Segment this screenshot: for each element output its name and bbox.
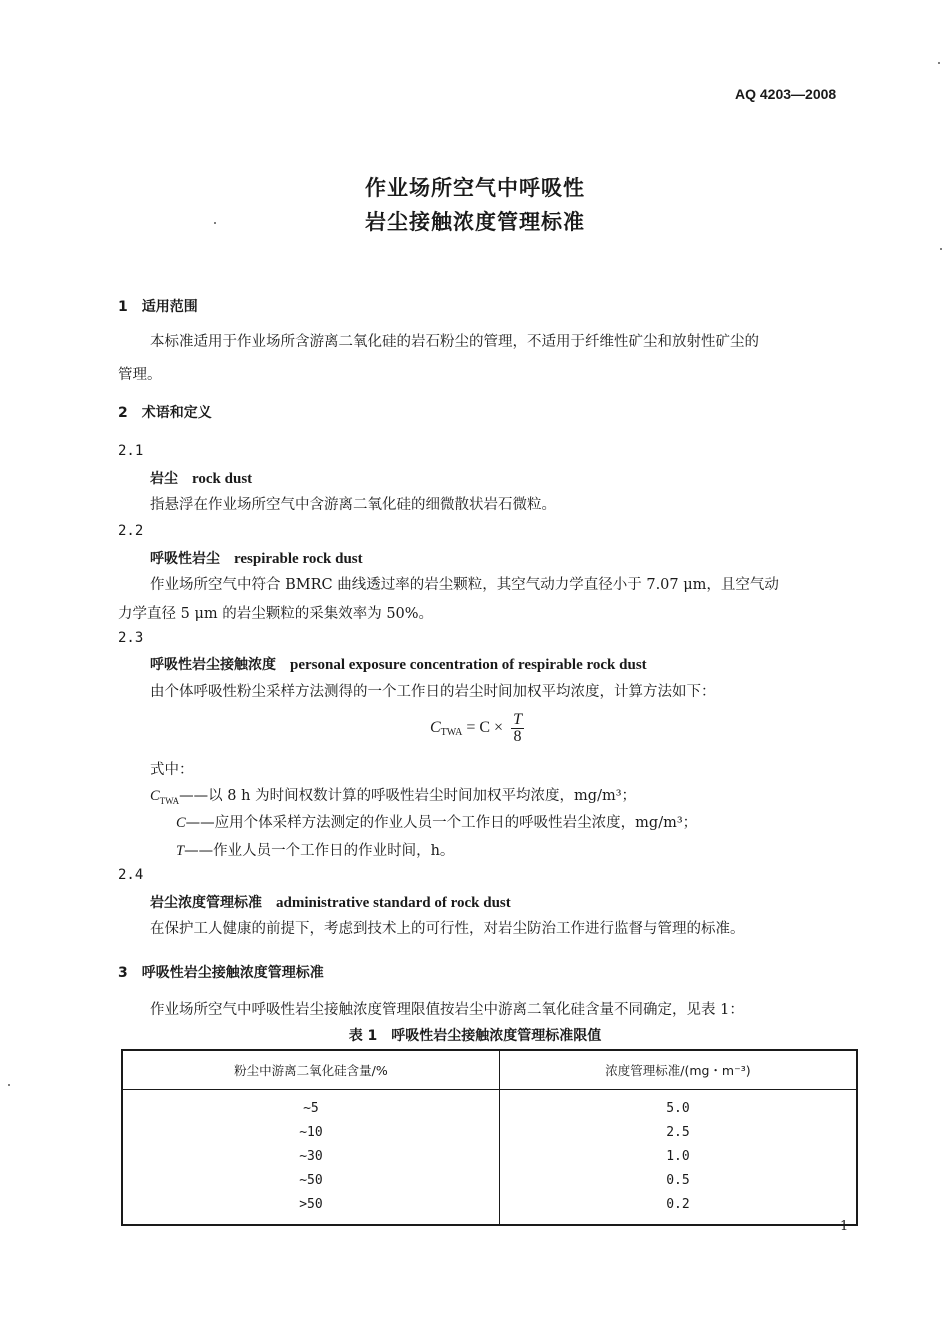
formula-numerator: T [513, 711, 522, 728]
clause-2-1-number: 2.1 [118, 443, 144, 459]
clause-2-3-definition: 由个体呼吸性粉尘采样方法测得的一个工作日的岩尘时间加权平均浓度，计算方法如下： [150, 684, 716, 700]
variable-c [176, 811, 697, 832]
variable-description: ——以 8 h 为时间权数计算的呼吸性岩尘时间加权平均浓度，mg/m³； [179, 788, 637, 804]
term-en: respirable rock dust [234, 551, 363, 567]
table-cell-silica: ~50 [299, 1172, 323, 1188]
table-row [122, 1090, 857, 1121]
clause-2-2-number: 2.2 [118, 523, 144, 539]
section3-heading: 3 呼吸性岩尘接触浓度管理标准 [118, 965, 324, 981]
term-en: administrative standard of rock dust [276, 895, 511, 911]
table-caption: 表 1 呼吸性岩尘接触浓度管理标准限值 [348, 1028, 602, 1044]
formula-operator: = C × [462, 719, 508, 737]
clause-2-2-definition-line2: 力学直径 5 μm 的岩尘颗粒的采集效率为 50%。 [118, 606, 434, 622]
clause-2-2-definition-line1: 作业场所空气中符合 BMRC 曲线透过率的岩尘颗粒，其空气动力学直径小于 7.07 μm，且空气动 [150, 577, 779, 593]
table-cell-silica: ~10 [299, 1124, 323, 1140]
document-title-line2: 岩尘接触浓度管理标准 [365, 210, 585, 234]
twa-formula [430, 712, 524, 748]
scan-speck [214, 222, 216, 224]
table-cell-silica: ~5 [303, 1100, 319, 1116]
term-en: personal exposure concentration of respirable rock dust [290, 657, 647, 673]
variable-description: ——应用个体采样方法测定的作业人员一个工作日的呼吸性岩尘浓度，mg/m³； [185, 815, 698, 831]
table-header-row [122, 1050, 857, 1090]
variable-symbol: $C_{TWA}$ [150, 788, 180, 806]
term-cn: 岩尘浓度管理标准 [150, 895, 262, 911]
table-cell-limit: 5.0 [499, 1090, 857, 1121]
limits-table [121, 1049, 858, 1226]
section2-heading: 2 术语和定义 [118, 405, 212, 421]
section1-heading: 1 适用范围 [118, 299, 198, 315]
where-label: 式中： [150, 762, 194, 778]
section1-paragraph-line2: 管理。 [118, 367, 162, 383]
table-cell-limit: 0.2 [499, 1192, 857, 1225]
table-cell-limit: 1.0 [499, 1144, 857, 1168]
scan-speck [8, 1084, 10, 1086]
table-cell-silica: >50 [299, 1196, 323, 1212]
clause-2-1-definition: 指悬浮在作业场所空气中含游离二氧化硅的细微散状岩石微粒。 [150, 497, 556, 513]
clause-2-4-definition: 在保护工人健康的前提下，考虑到技术上的可行性，对岩尘防治工作进行监督与管理的标准。 [150, 921, 745, 937]
table-header-silica: 粉尘中游离二氧化硅含量/% [122, 1050, 499, 1090]
formula-lhs: C [430, 719, 441, 737]
variable-description: ——作业人员一个工作日的作业时间，h。 [184, 843, 455, 859]
formula-denominator: 8 [513, 728, 522, 745]
term-cn: 岩尘 [150, 471, 178, 487]
formula-lhs-subscript: TWA [440, 727, 463, 739]
table-row [122, 1168, 857, 1192]
clause-2-4-term [150, 892, 511, 912]
page-number: 1 [840, 1219, 849, 1234]
term-en: rock dust [192, 471, 253, 487]
table-cell-silica: ~30 [299, 1148, 323, 1164]
variable-t [176, 839, 454, 860]
clause-2-3-number: 2.3 [118, 630, 144, 646]
term-cn: 呼吸性岩尘接触浓度 [150, 657, 276, 673]
standard-number: AQ 4203—2008 [735, 86, 837, 102]
formula-fraction [511, 712, 524, 745]
table-cell-limit: 0.5 [499, 1168, 857, 1192]
document-title-line1: 作业场所空气中呼吸性 [365, 176, 585, 200]
table-header-concentration: 浓度管理标准/(mg・m⁻³) [499, 1050, 857, 1090]
clause-2-3-term [150, 654, 647, 674]
variable-ctwa [150, 784, 636, 806]
table-row [122, 1192, 857, 1225]
clause-2-2-term [150, 548, 363, 568]
section1-paragraph-line1: 本标准适用于作业场所含游离二氧化硅的岩石粉尘的管理，不适用于纤维性矿尘和放射性矿尘的 [150, 334, 759, 350]
table-cell-limit: 2.5 [499, 1120, 857, 1144]
clause-2-4-number: 2.4 [118, 867, 144, 883]
variable-symbol: C [176, 815, 186, 831]
table-row [122, 1120, 857, 1144]
term-cn: 呼吸性岩尘 [150, 551, 220, 567]
scan-speck [940, 248, 942, 250]
variable-symbol: T [176, 843, 185, 859]
scan-speck [938, 62, 940, 64]
section3-paragraph: 作业场所空气中呼吸性岩尘接触浓度管理限值按岩尘中游离二氧化硅含量不同确定，见表 1： [150, 1002, 744, 1018]
clause-2-1-term [150, 468, 252, 488]
table-row [122, 1144, 857, 1168]
